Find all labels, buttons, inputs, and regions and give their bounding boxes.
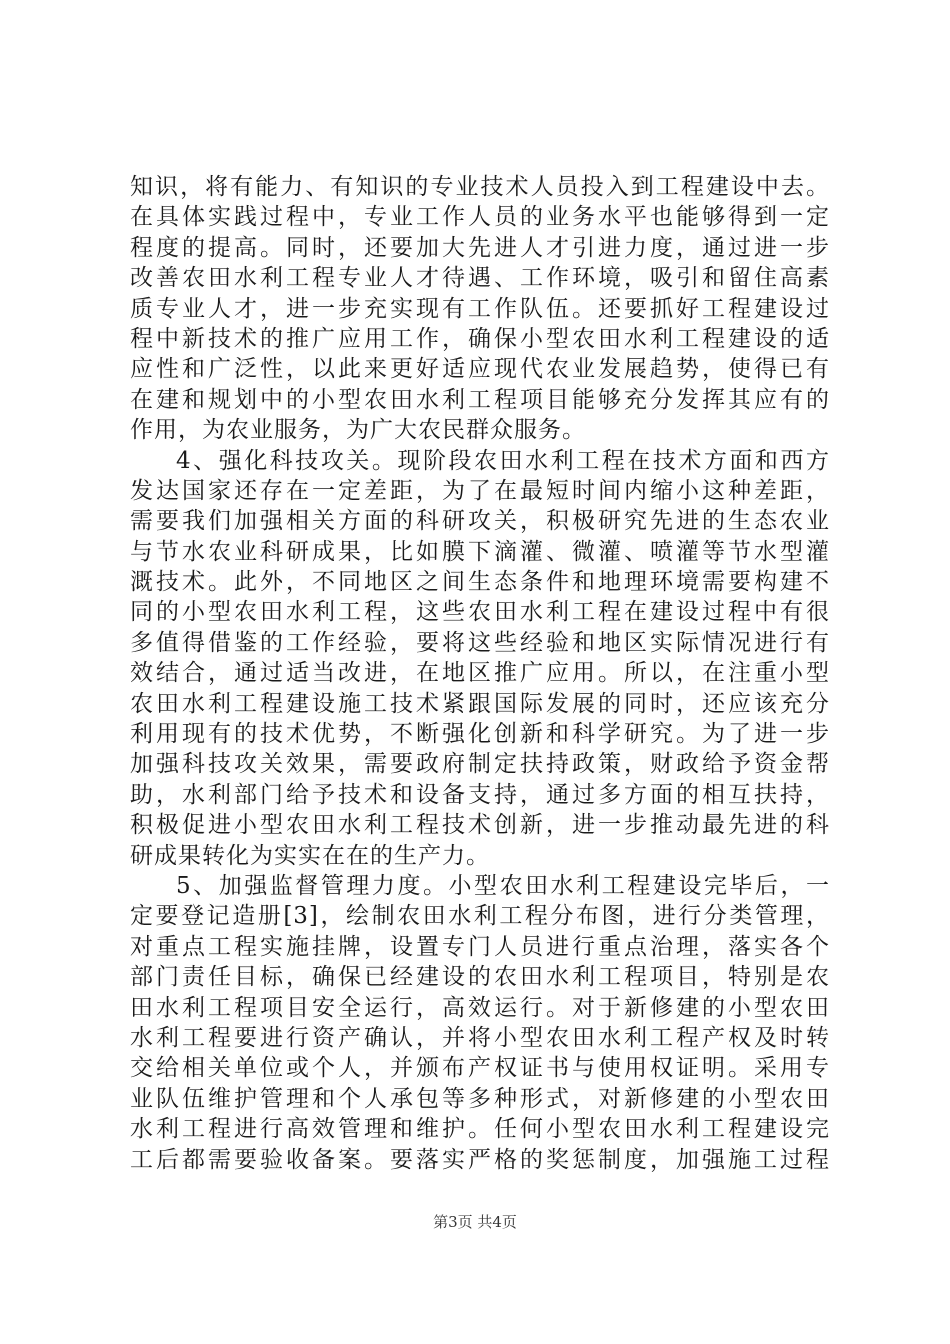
text-line: 加强科技攻关效果，需要政府制定扶持政策，财政给予资金帮 bbox=[130, 751, 830, 778]
text-line: 质专业人才，进一步充实现有工作队伍。还要抓好工程建设过 bbox=[130, 295, 830, 322]
body-text bbox=[130, 172, 830, 1175]
text-line: 积极促进小型农田水利工程技术创新，进一步推动最先进的科 bbox=[130, 812, 830, 839]
text-line: 业队伍维护管理和个人承包等多种形式，对新修建的小型农田 bbox=[130, 1085, 830, 1112]
text-line: 作用，为农业服务，为广大农民群众服务。 bbox=[130, 417, 586, 444]
paragraph-heading-5: 5、加强监督管理力度。小型农田水利工程建设完毕后，一 bbox=[176, 872, 830, 899]
text-line: 程中新技术的推广应用工作，确保小型农田水利工程建设的适 bbox=[130, 325, 830, 352]
text-line: 在具体实践过程中，专业工作人员的业务水平也能够得到一定 bbox=[130, 204, 830, 231]
text-line: 交给相关单位或个人，并颁布产权证书与使用权证明。采用专 bbox=[130, 1055, 830, 1082]
text-line: 发达国家还存在一定差距，为了在最短时间内缩小这种差距， bbox=[130, 477, 830, 504]
text-line: 需要我们加强相关方面的科研攻关，积极研究先进的生态农业 bbox=[130, 508, 830, 535]
text-line: 效结合，通过适当改进，在地区推广应用。所以，在注重小型 bbox=[130, 660, 830, 687]
text-line: 改善农田水利工程专业人才待遇、工作环境，吸引和留住高素 bbox=[130, 265, 830, 292]
text-line: 部门责任目标，确保已经建设的农田水利工程项目，特别是农 bbox=[130, 964, 830, 991]
page-number-footer: 第3页 共4页 bbox=[433, 1213, 517, 1231]
text-line: 应性和广泛性，以此来更好适应现代农业发展趋势，使得已有 bbox=[130, 356, 830, 383]
text-line: 程度的提高。同时，还要加大先进人才引进力度，通过进一步 bbox=[130, 234, 830, 261]
paragraph-heading-4: 4、强化科技攻关。现阶段农田水利工程在技术方面和西方 bbox=[176, 447, 830, 474]
text-line: 同的小型农田水利工程，这些农田水利工程在建设过程中有很 bbox=[130, 599, 830, 626]
text-line: 与节水农业科研成果，比如膜下滴灌、微灌、喷灌等节水型灌 bbox=[130, 538, 830, 565]
text-line: 定要登记造册[3]，绘制农田水利工程分布图，进行分类管理， bbox=[130, 903, 830, 930]
text-line: 利用现有的技术优势，不断强化创新和科学研究。为了进一步 bbox=[130, 721, 830, 748]
text-line: 田水利工程项目安全运行，高效运行。对于新修建的小型农田 bbox=[130, 994, 830, 1021]
text-line: 水利工程进行高效管理和维护。任何小型农田水利工程建设完 bbox=[130, 1116, 830, 1143]
text-line: 助，水利部门给予技术和设备支持，通过多方面的相互扶持， bbox=[130, 781, 830, 808]
text-line: 多值得借鉴的工作经验，要将这些经验和地区实际情况进行有 bbox=[130, 629, 830, 656]
text-line: 知识，将有能力、有知识的专业技术人员投入到工程建设中去。 bbox=[130, 174, 830, 200]
text-line: 在建和规划中的小型农田水利工程项目能够充分发挥其应有的 bbox=[130, 386, 830, 413]
text-line: 研成果转化为实实在在的生产力。 bbox=[130, 842, 490, 869]
text-line: 水利工程要进行资产确认，并将小型农田水利工程产权及时转 bbox=[130, 1024, 830, 1051]
text-line: 农田水利工程建设施工技术紧跟国际发展的同时，还应该充分 bbox=[130, 690, 830, 717]
text-line: 工后都需要验收备案。要落实严格的奖惩制度，加强施工过程 bbox=[130, 1146, 830, 1173]
text-line: 对重点工程实施挂牌，设置专门人员进行重点治理，落实各个 bbox=[130, 933, 830, 960]
text-line: 溉技术。此外，不同地区之间生态条件和地理环境需要构建不 bbox=[130, 569, 830, 596]
